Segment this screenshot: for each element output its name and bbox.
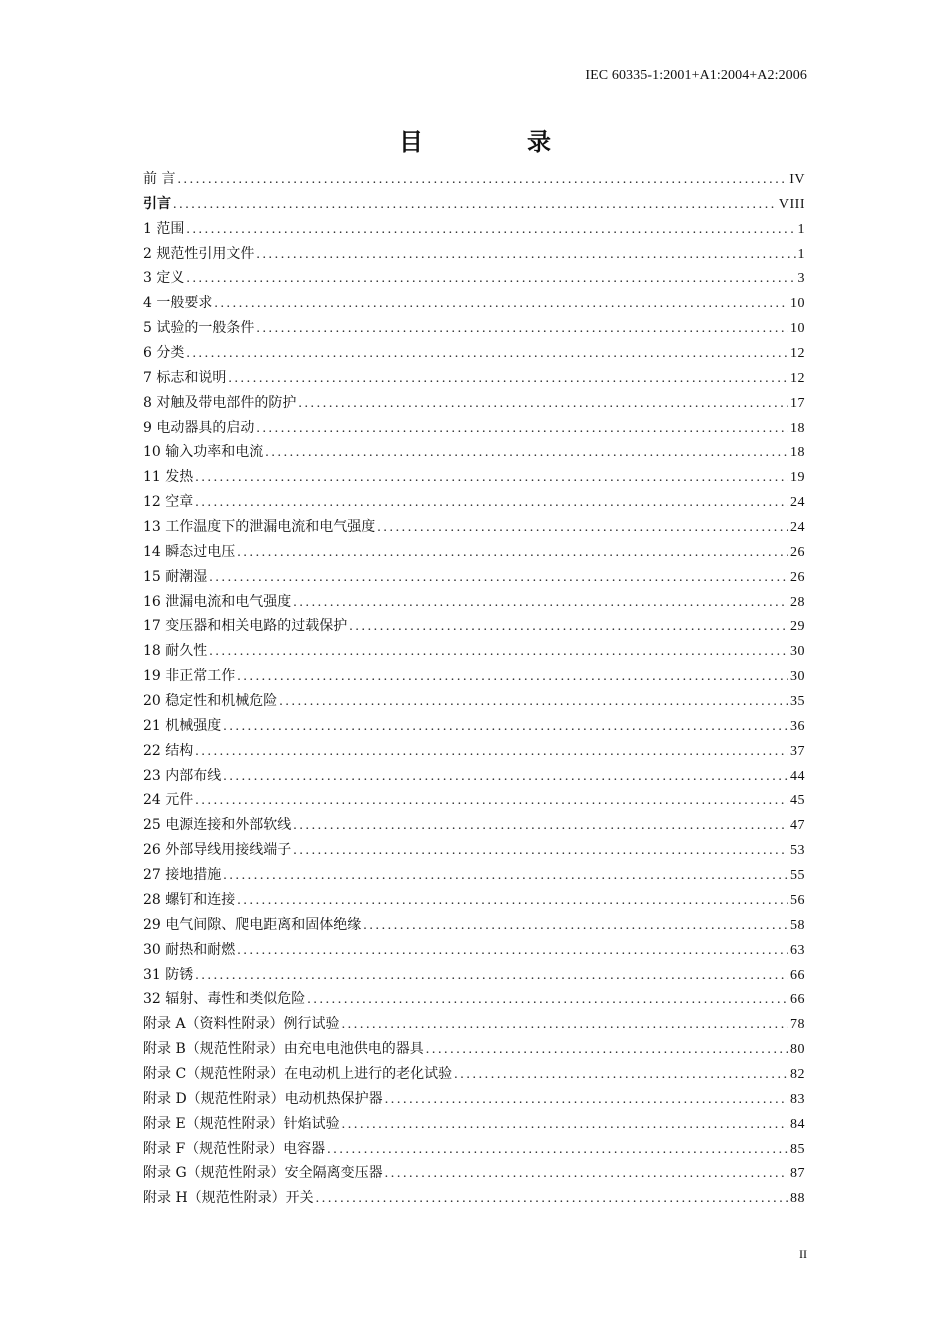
toc-entry[interactable] <box>143 714 805 739</box>
dot-leader <box>209 640 788 665</box>
toc-entry-label: 30 耐热和耐燃 <box>143 941 236 958</box>
toc-entry-page: 12 <box>790 370 805 386</box>
toc-entry[interactable] <box>143 664 805 689</box>
toc-entry-page: 12 <box>790 346 805 362</box>
toc-entry-label: 6 分类 <box>143 345 185 362</box>
toc-entry[interactable] <box>143 1062 805 1087</box>
toc-entry-label: 32 辐射、毒性和类似危险 <box>143 991 306 1008</box>
toc-entry[interactable] <box>143 938 805 963</box>
dot-leader <box>195 491 788 516</box>
toc-entry[interactable] <box>143 391 805 416</box>
toc-entry-page: 18 <box>790 445 805 461</box>
toc-entry-label: 附录 H（规范性附录）开关 <box>143 1190 314 1207</box>
toc-entry-label: 8 对触及带电部件的防护 <box>143 394 297 411</box>
toc-entry-page: 3 <box>797 271 805 287</box>
toc-entry-page: 44 <box>790 768 805 784</box>
toc-entry-label: 19 非正常工作 <box>143 668 236 685</box>
toc-entry[interactable] <box>143 1137 805 1162</box>
toc-entry-page: 47 <box>790 818 805 834</box>
toc-entry[interactable] <box>143 565 805 590</box>
dot-leader <box>349 615 788 640</box>
dot-leader <box>385 1088 788 1113</box>
toc-entry-label: 3 定义 <box>143 270 185 287</box>
dot-leader <box>223 715 788 740</box>
toc-entry[interactable] <box>143 838 805 863</box>
toc-entry-page: 66 <box>790 992 805 1008</box>
toc-entry-page: 1 <box>797 246 805 262</box>
toc-entry[interactable] <box>143 590 805 615</box>
toc-entry[interactable] <box>143 316 805 341</box>
dot-leader <box>237 665 788 690</box>
toc-entry[interactable] <box>143 963 805 988</box>
dot-leader <box>223 864 788 889</box>
toc-entry[interactable] <box>143 192 805 217</box>
dot-leader <box>327 1138 788 1163</box>
dot-leader <box>195 740 788 765</box>
toc-entry-page: 55 <box>790 868 805 884</box>
toc-entry-label: 附录 A（资料性附录）例行试验 <box>143 1016 340 1033</box>
dot-leader <box>223 765 788 790</box>
toc-entry-page: 66 <box>790 967 805 983</box>
toc-entry[interactable] <box>143 1112 805 1137</box>
toc-entry[interactable] <box>143 540 805 565</box>
toc-entry-page: 30 <box>790 669 805 685</box>
toc-entry-label: 4 一般要求 <box>143 295 213 312</box>
dot-leader <box>307 988 788 1013</box>
toc-entry[interactable] <box>143 341 805 366</box>
toc-entry-label: 18 耐久性 <box>143 643 208 660</box>
toc-entry-page: 19 <box>790 470 805 486</box>
toc-entry-page: 35 <box>790 694 805 710</box>
dot-leader <box>363 914 788 939</box>
toc-entry-label: 14 瞬态过电压 <box>143 543 236 560</box>
standard-reference: IEC 60335-1:2001+A1:2004+A2:2006 <box>585 68 807 83</box>
toc-entry-label: 12 空章 <box>143 494 194 511</box>
toc-entry-page: 26 <box>790 569 805 585</box>
dot-leader <box>195 789 788 814</box>
toc-entry[interactable] <box>143 167 805 192</box>
toc-entry[interactable] <box>143 1037 805 1062</box>
toc-entry-page: 82 <box>790 1066 805 1082</box>
toc-entry[interactable] <box>143 888 805 913</box>
toc-entry-page: 63 <box>790 942 805 958</box>
toc-entry-label: 10 输入功率和电流 <box>143 444 264 461</box>
dot-leader <box>237 541 788 566</box>
toc-entry-page: 45 <box>790 793 805 809</box>
toc-entry-label: 15 耐潮湿 <box>143 568 208 585</box>
dot-leader <box>186 267 795 292</box>
dot-leader <box>377 516 788 541</box>
toc-entry[interactable] <box>143 863 805 888</box>
toc-entry-page: 10 <box>790 321 805 337</box>
toc-entry-page: 36 <box>790 718 805 734</box>
dot-leader <box>195 964 788 989</box>
toc-entry-label: 9 电动器具的启动 <box>143 419 255 436</box>
toc-entry[interactable] <box>143 291 805 316</box>
toc-entry[interactable] <box>143 1161 805 1186</box>
toc-entry[interactable] <box>143 266 805 291</box>
dot-leader <box>195 466 788 491</box>
toc-entry-label: 31 防锈 <box>143 966 194 983</box>
dot-leader <box>298 392 788 417</box>
toc-entry[interactable] <box>143 490 805 515</box>
toc-entry[interactable] <box>143 913 805 938</box>
toc-entry-label: 前 言 <box>143 171 176 187</box>
toc-entry-page: 83 <box>790 1091 805 1107</box>
toc-entry-label: 1 范围 <box>143 220 185 237</box>
toc-entry[interactable] <box>143 764 805 789</box>
dot-leader <box>228 367 788 392</box>
toc-entry-label: 25 电源连接和外部软线 <box>143 817 292 834</box>
dot-leader <box>256 417 788 442</box>
toc-entry-page: 24 <box>790 495 805 511</box>
dot-leader <box>177 168 787 193</box>
toc-entry-label: 2 规范性引用文件 <box>143 245 255 262</box>
dot-leader <box>385 1162 788 1187</box>
toc-entry[interactable] <box>143 366 805 391</box>
toc-entry-label: 27 接地措施 <box>143 867 222 884</box>
dot-leader <box>265 441 788 466</box>
dot-leader <box>209 566 788 591</box>
toc-entry-page: 53 <box>790 843 805 859</box>
dot-leader <box>293 591 788 616</box>
dot-leader <box>342 1013 788 1038</box>
toc-entry-label: 23 内部布线 <box>143 767 222 784</box>
dot-leader <box>237 939 788 964</box>
toc-entry[interactable] <box>143 515 805 540</box>
dot-leader <box>173 193 777 218</box>
dot-leader <box>256 317 788 342</box>
toc-entry-label: 17 变压器和相关电路的过载保护 <box>143 618 348 635</box>
toc-entry-page: 1 <box>797 221 805 237</box>
dot-leader <box>293 814 788 839</box>
toc-entry-page: 10 <box>790 296 805 312</box>
toc-entry-page: 87 <box>790 1166 805 1182</box>
toc-entry-page: 17 <box>790 395 805 411</box>
toc-entry[interactable] <box>143 242 805 267</box>
toc-entry-page: 18 <box>790 420 805 436</box>
toc-entry[interactable] <box>143 813 805 838</box>
toc-entry[interactable] <box>143 639 805 664</box>
table-of-contents <box>143 167 805 1211</box>
toc-entry-label: 20 稳定性和机械危险 <box>143 693 278 710</box>
toc-entry-page: VIII <box>778 196 805 212</box>
toc-entry-page: 56 <box>790 892 805 908</box>
toc-entry[interactable] <box>143 1012 805 1037</box>
toc-entry-page: 84 <box>790 1116 805 1132</box>
toc-entry-page: 85 <box>790 1141 805 1157</box>
toc-entry-page: 30 <box>790 644 805 660</box>
toc-entry-page: 88 <box>790 1191 805 1207</box>
toc-entry-page: 37 <box>790 743 805 759</box>
toc-entry-label: 5 试验的一般条件 <box>143 320 255 337</box>
toc-entry-label: 29 电气间隙、爬电距离和固体绝缘 <box>143 916 362 933</box>
dot-leader <box>293 839 788 864</box>
toc-entry-page: 28 <box>790 594 805 610</box>
toc-entry-label: 22 结构 <box>143 742 194 759</box>
toc-entry[interactable] <box>143 614 805 639</box>
toc-entry-page: 26 <box>790 544 805 560</box>
page-title: 目 录 <box>399 127 591 156</box>
dot-leader <box>256 243 795 268</box>
toc-entry-page: IV <box>789 172 805 187</box>
dot-leader <box>454 1063 788 1088</box>
toc-entry-label: 16 泄漏电流和电气强度 <box>143 593 292 610</box>
dot-leader <box>316 1187 788 1212</box>
toc-entry-label: 13 工作温度下的泄漏电流和电气强度 <box>143 519 376 536</box>
toc-entry[interactable] <box>143 987 805 1012</box>
toc-entry[interactable] <box>143 689 805 714</box>
toc-entry-label: 引言 <box>143 195 171 212</box>
toc-entry-label: 24 元件 <box>143 792 194 809</box>
dot-leader <box>186 218 795 243</box>
dot-leader <box>342 1113 788 1138</box>
toc-entry-page: 78 <box>790 1017 805 1033</box>
dot-leader <box>237 889 788 914</box>
toc-entry-page: 58 <box>790 917 805 933</box>
toc-entry-label: 附录 F（规范性附录）电容器 <box>143 1140 326 1157</box>
toc-entry-page: 24 <box>790 520 805 536</box>
toc-entry[interactable] <box>143 1186 805 1211</box>
toc-entry-label: 11 发热 <box>143 469 194 486</box>
toc-entry-page: 29 <box>790 619 805 635</box>
toc-entry-label: 28 螺钉和连接 <box>143 891 236 908</box>
dot-leader <box>186 342 788 367</box>
dot-leader <box>279 690 788 715</box>
toc-entry-label: 21 机械强度 <box>143 717 222 734</box>
toc-entry[interactable] <box>143 416 805 441</box>
dot-leader <box>426 1038 788 1063</box>
toc-entry[interactable] <box>143 217 805 242</box>
toc-entry[interactable] <box>143 739 805 764</box>
toc-entry-page: 80 <box>790 1042 805 1058</box>
toc-entry-label: 7 标志和说明 <box>143 369 227 386</box>
toc-entry[interactable] <box>143 1087 805 1112</box>
toc-entry-label: 附录 D（规范性附录）电动机热保护器 <box>143 1090 383 1107</box>
toc-entry[interactable] <box>143 465 805 490</box>
toc-entry[interactable] <box>143 440 805 465</box>
toc-entry[interactable] <box>143 788 805 813</box>
toc-entry-label: 附录 C（规范性附录）在电动机上进行的老化试验 <box>143 1065 453 1082</box>
toc-entry-label: 26 外部导线用接线端子 <box>143 842 292 859</box>
toc-entry-label: 附录 G（规范性附录）安全隔离变压器 <box>143 1165 383 1182</box>
toc-entry-label: 附录 E（规范性附录）针焰试验 <box>143 1115 340 1132</box>
page-number: II <box>799 1247 807 1261</box>
toc-entry-label: 附录 B（规范性附录）由充电电池供电的器具 <box>143 1041 424 1058</box>
dot-leader <box>214 292 788 317</box>
